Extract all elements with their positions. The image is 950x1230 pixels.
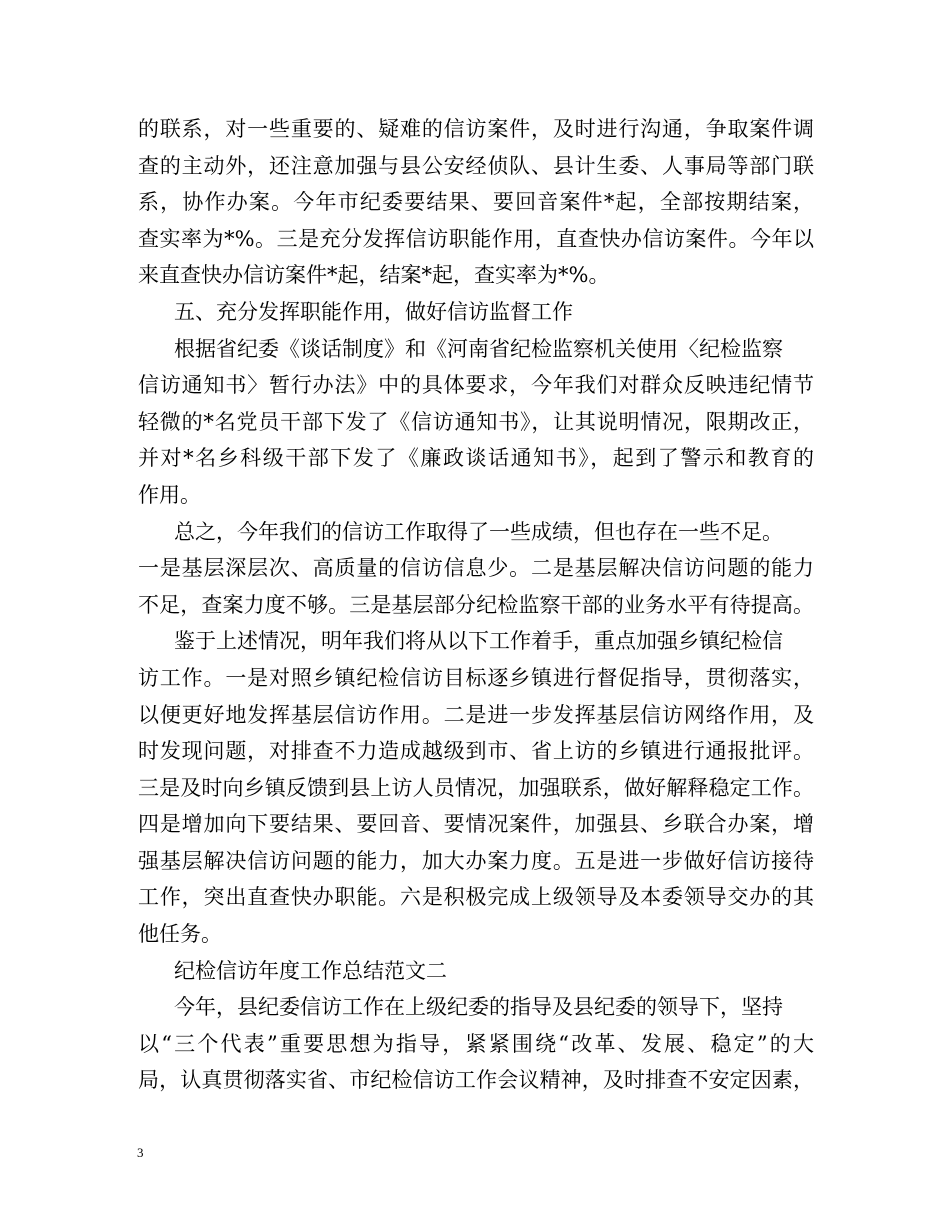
text-line: 访工作。一是对照乡镇纪检信访目标逐乡镇进行督促指导，贯彻落实，	[138, 665, 814, 690]
text-line: 根据省纪委《谈话制度》和《河南省纪检监察机关使用〈纪检监察	[174, 336, 783, 361]
text-line: 来直查快办信访案件*起，结案*起，查实率为*%。	[138, 263, 610, 288]
text-line: 总之，今年我们的信访工作取得了一些成绩，但也存在一些不足。	[174, 519, 783, 544]
text-line: 工作，突出直查快办职能。六是积极完成上级领导及本委领导交办的其	[138, 885, 814, 910]
text-line: 强基层解决信访问题的能力，加大办案力度。五是进一步做好信访接待	[138, 848, 814, 873]
text-line: 鉴于上述情况，明年我们将从以下工作着手，重点加强乡镇纪检信	[174, 629, 783, 654]
section-heading: 纪检信访年度工作总结范文二	[174, 958, 447, 983]
text-line: 局，认真贯彻落实省、市纪检信访工作会议精神，及时排查不安定因素，	[138, 1068, 814, 1093]
text-line: 查的主动外，还注意加强与县公安经侦队、县计生委、人事局等部门联	[138, 153, 814, 178]
text-line: 轻微的*名党员干部下发了《信访通知书》，让其说明情况，限期改正，	[138, 409, 814, 434]
text-line: 系，协作办案。今年市纪委要结果、要回音案件*起，全部按期结案，	[138, 190, 814, 215]
text-line: 查实率为*%。三是充分发挥信访职能作用，直查快办信访案件。今年以	[138, 226, 814, 251]
text-line: 一是基层深层次、高质量的信访信息少。二是基层解决信访问题的能力	[138, 556, 814, 581]
text-line: 时发现问题，对排查不力造成越级到市、省上访的乡镇进行通报批评。	[138, 739, 814, 764]
section-heading: 五、充分发挥职能作用，做好信访监督工作	[174, 299, 573, 324]
text-line: 今年，县纪委信访工作在上级纪委的指导及县纪委的领导下，坚持	[174, 995, 783, 1020]
page-number: 3	[137, 1145, 144, 1160]
text-line: 的联系，对一些重要的、疑难的信访案件，及时进行沟通，争取案件调	[138, 117, 814, 141]
body-text	[138, 111, 814, 1099]
text-line: 三是及时向乡镇反馈到县上访人员情况，加强联系，做好解释稳定工作。	[138, 775, 814, 800]
text-line: 并对*名乡科级干部下发了《廉政谈话通知书》，起到了警示和教育的	[138, 446, 814, 471]
text-line: 不足，查案力度不够。三是基层部分纪检监察干部的业务水平有待提高。	[138, 592, 814, 617]
text-line: 作用。	[138, 482, 201, 507]
text-line: 信访通知书〉暂行办法》中的具体要求，今年我们对群众反映违纪情节	[138, 373, 814, 398]
text-line: 四是增加向下要结果、要回音、要情况案件，加强县、乡联合办案，增	[138, 812, 814, 837]
text-line: 以“三个代表”重要思想为指导，紧紧围绕“改革、发展、稳定”的大	[138, 1031, 814, 1056]
text-line: 他任务。	[138, 922, 222, 947]
text-line: 以便更好地发挥基层信访作用。二是进一步发挥基层信访网络作用，及	[138, 702, 814, 727]
